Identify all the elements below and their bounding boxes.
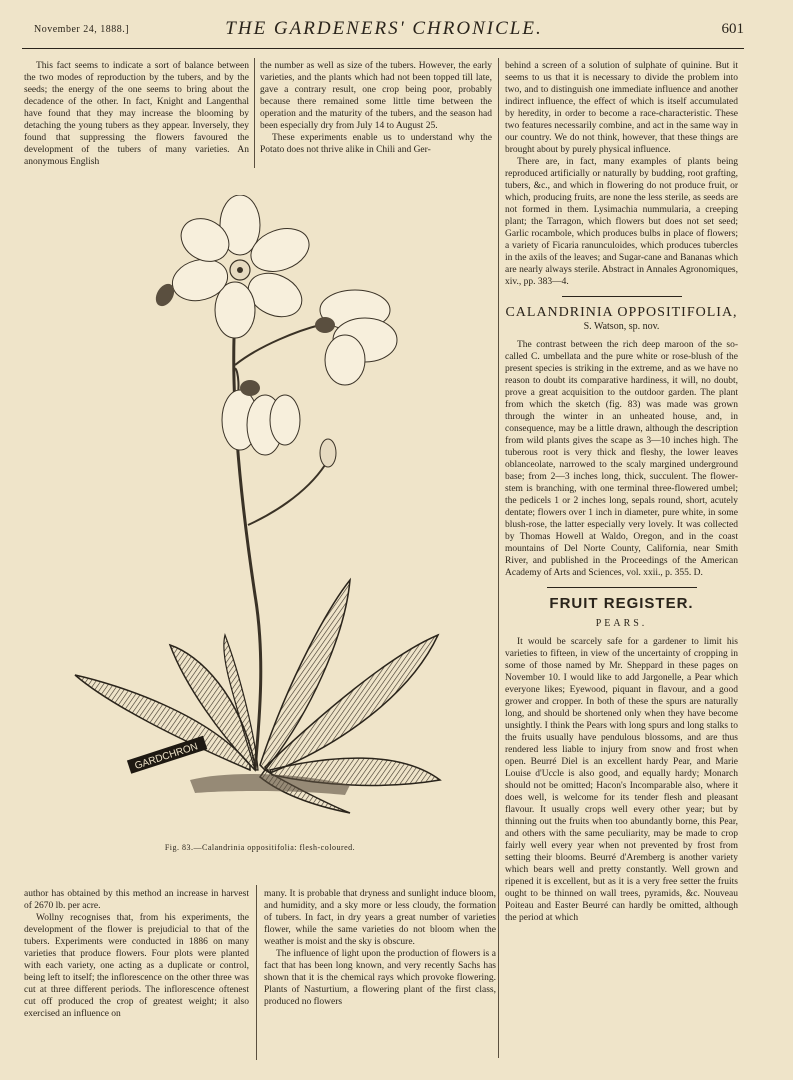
- branch-stem: [248, 465, 325, 525]
- calandrinia-body: The contrast between the rich deep maroon of the so-called C. umbellata and the pure white or rose-blush of the present species is striking in the extreme, and as we have no reason to doubt its comparative hardiness, it will, no doubt, prove a great acquisition to the outdoor garden. The plant from which the sketch (fig. 83) was made was grown through the winter in an unheated house, and, in consequence, may be a little drawn, although the description from wild plants gives the scape as 3—10 inches high. The tuberous root is very thick and fleshy, the lower leaves oblanceolate, narrowed to the scaly margined underground base; from 2—3 inches long, thick, succulent. The flower-stem is branching, with one terminal three-flowered umbel; the pedicels 1 or 2 inches long, sepals round, short, acutely dentate; flowers over 1 inch in diameter, pure white, in some blush-rose, the latter especially very lovely. It was collected by Thomas Howell at Waldo, Oregon, and in the coast mountains of Del Norte County, California, near Smith River, and published in the Proceedings of the American Academy of Arts and Sciences, vol. xxii., p. 355. D.: [505, 340, 738, 578]
- paragraph: the number as well as size of the tubers. However, the early varieties, and the plants which had not been topped till late, gave a contrary result, one crop being poor, probably because there remained some little time between the operation and the maturity of the tubers, and the season had been especially dry from July 14 to August 25.: [260, 61, 492, 131]
- engraver-signature: [127, 736, 207, 774]
- calandrinia-illustration: [60, 195, 460, 835]
- column-4: [24, 888, 249, 1020]
- column-2: [260, 60, 492, 156]
- section-rule: [562, 296, 682, 297]
- paragraph: There are, in fact, many examples of plants being reproduced artificially or naturally by budding, root grafting, tubers, &c., and which in flowering do not produce fruit, or which, producing fruits, are none the less sterile, as seeds are not formed in them. Lysimachia nummularia, a creeping plant; the Tarragon, which flowers but does not set seed; Garlic rocambole, which produces bulbs in place of flowers; a variety of Ficaria ranunculoides, which produces tubercles in the axils of the leaves; and Sugar-cane and Bananas which are nearly always sterile. Abstract in Annales Agronomiques, xiv., pp. 383—4.: [505, 157, 738, 287]
- header-rule: [22, 48, 744, 49]
- page-header: [24, 18, 744, 48]
- paragraph: This fact seems to indicate a sort of balance between the two modes of reproduction by the tubers, and by the seeds; the energy of the one seems to bring about the decadence of the other. In fact, Knight and Langenthal have found that they may increase the blooming by detaching the young tubers as they appear. Inversely, they found that suppressing the flowers favoured the development of the tubers of many varieties. An anonymous English: [24, 61, 249, 167]
- page-number: 601: [721, 21, 744, 37]
- paragraph: many. It is probable that dryness and sunlight induce bloom, and humidity, and a sky more or less cloudy, the formation of tubers. In fact, in dry years a great number of varieties flower, while the same varieties do not bloom when the weather is moist and the sky is obscure.: [264, 889, 496, 947]
- paragraph: behind a screen of a solution of sulphate of quinine. But it seems to us that it is necessary to divide the problem into two, and to distinguish one immediate influence and another indirect influence, the effect of which is itself accumulated by heredity, in order to become a race-characteristic. These two features necessarily combine, and act in the same way in our country. We do not think, however, that these things are brought about by purely physical influence.: [505, 61, 738, 155]
- flower-open: [168, 195, 315, 338]
- paragraph: The influence of light upon the production of flowers is a fact that has been long known, and very recently Sachs has shown that it is the chemical rays which provoke flowering. Plants of Nasturtium, a flowering plant of the first class, produced no flowers: [264, 949, 496, 1007]
- fruit-register-title: FRUIT REGISTER.: [549, 595, 694, 612]
- figure-caption: Fig. 83.—Calandrinia oppositifolia: flesh-coloured.: [164, 843, 356, 852]
- flower-side: [315, 290, 397, 385]
- header-date: November 24, 1888.]: [34, 24, 130, 35]
- paragraph: author has obtained by this method an increase in harvest of 2670 lb. per acre.: [24, 889, 249, 911]
- flower-hanging: [222, 380, 300, 455]
- calandrinia-subtitle: S. Watson, sp. nov.: [583, 321, 660, 332]
- header-title: THE GARDENERS' CHRONICLE.: [225, 18, 543, 39]
- section-rule: [547, 587, 697, 588]
- column-divider: [498, 58, 499, 1058]
- paragraph: These experiments enable us to understand why the Potato does not thrive alike in Chili and Ger-: [260, 133, 492, 155]
- pears-subtitle: PEARS.: [595, 618, 648, 629]
- pears-body: It would be scarcely safe for a gardener to limit his varieties to fifteen, in view of the uncertainty of cropping in some of those named by Mr. Sheppard in these pages on November 10. I would like to add Jargonelle, a Pear which everyone likes; Eyewood, piquant in flavour, and a good grower and cropper. In both of these the spurs are naturally long, and should be shortened only when they have become unsightly. I think the Pears with long spurs and long stalks to the fruits usually have pendulous blossoms, and are thus rendered less liable to injury from snow and frost when open. Beurré Diel is an excellent hardy Pear, and Marie Louise d'Uccle is also good, and equally hardy; Monarch should not be omitted; Hacon's Incomparable also, where it does well, is welcome for its tender flesh and pleasant flavour. It usually crops well every other year; but by thinning out the fruits when too abundantly borne, this Pear, and others with the same peculiarity, may be made to crop fairly well every year when not prevented by frost from setting their blooms. Beurré d'Aremberg is another variety which bears well and pretty constantly. Well grown and ripened it is excellent, but as it is a very free setter the fruits ought to be thinned on wall trees, pyramids, &c. Nouveau Poiteau and Easter Beurré can hardly be omitted, although the period at which: [505, 637, 738, 923]
- calandrinia-title: CALANDRINIA OPPOSITIFOLIA,: [505, 305, 738, 320]
- svg-text:GARDCHRON: GARDCHRON: [133, 741, 200, 772]
- column-1: [24, 60, 249, 168]
- paragraph: Wollny recognises that, from his experiments, the development of the flower is prejudicial to that of the tubers. Experiments were conducted in 1886 on many varieties that produce flowers. Four plots were planted with each variety, one acting as a duplicate or control, being left to itself; the inflorescence on the other three was cut at three different periods. The inflorescence oftenest cut off produced the crop of greatest weight; it also exercised an influence on: [24, 913, 249, 1019]
- flower-bud: [320, 439, 336, 467]
- column-3: [505, 60, 738, 924]
- column-divider: [256, 885, 257, 1060]
- column-divider: [254, 58, 255, 168]
- column-5: [264, 888, 496, 1008]
